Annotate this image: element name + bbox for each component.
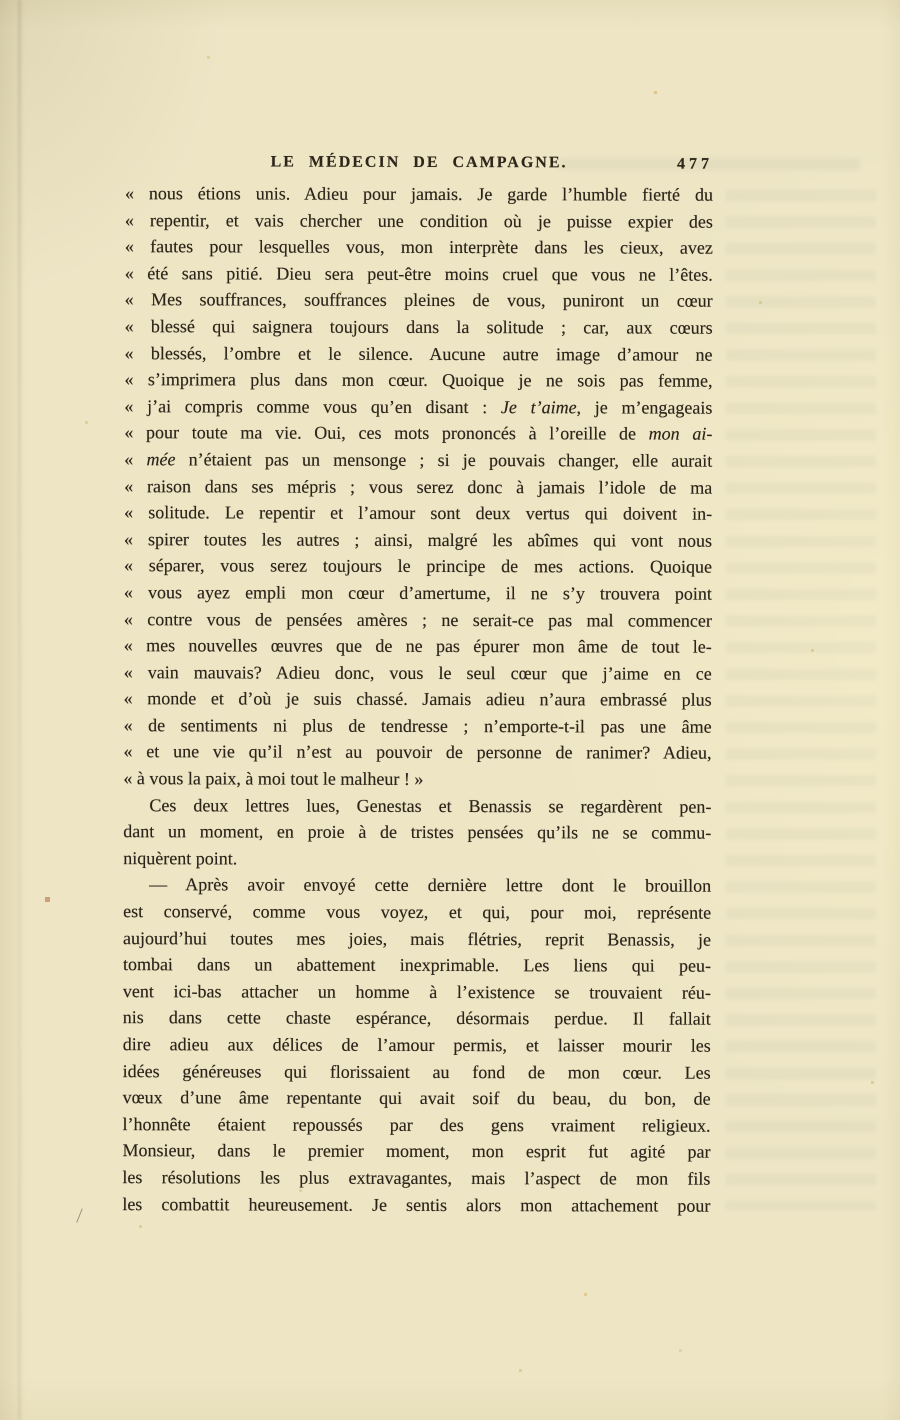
- text-line: dant un moment, en proie à de tristes pensées qu’ils ne se commu-: [123, 821, 712, 843]
- text-line: « contre vous de pensées amères ; ne serait-ce pas mal commencer: [123, 608, 712, 631]
- text-line: « de sentiments ni plus de tendresse ; n’emporte-t-il pas une âme: [123, 715, 712, 737]
- benassis-speech-paragraph: [122, 872, 711, 1219]
- text-line: vœux d’une âme repentante qui avait soif du beau, du bon, de: [122, 1087, 711, 1109]
- text-line: « séparer, vous serez toujours le principe de mes actions. Quoique: [123, 555, 713, 577]
- text-line: « été sans pitié. Dieu sera peut-être moins cruel que vous ne l’êtes.: [124, 262, 713, 285]
- text-line: « blessé qui saignera toujours dans la solitude ; car, aux cœurs: [124, 316, 713, 338]
- text-line: « fautes pour lesquelles vous, mon interprète dans les cieux, avez: [124, 236, 713, 258]
- text-line: « Mes souffrances, souffrances pleines de vous, puniront un cœur: [124, 289, 713, 312]
- text-line: les résolutions les plus extravagantes, mais l’aspect de mon fils: [122, 1167, 711, 1189]
- text-line: niquèrent point.: [123, 847, 238, 869]
- text-block: [122, 180, 713, 1219]
- text-line: « vous ayez empli mon cœur d’amertume, il ne s’y trouvera point: [123, 582, 712, 604]
- text-line: « monde et d’où je suis chassé. Jamais adieu n’aura embrassé plus: [123, 688, 712, 710]
- page-number: 477: [677, 155, 714, 173]
- text-line: « vain mauvais? Adieu donc, vous le seul cœur que j’aime en ce: [123, 661, 712, 684]
- text-line: vent ici-bas attacher un homme à l’existence se trouvaient réu-: [122, 980, 711, 1003]
- text-line: « nous étions unis. Adieu pour jamais. Je garde l’humble fierté du: [124, 183, 714, 205]
- text-line: « mes nouvelles œuvres que de ne pas épurer mon âme de tout le-: [123, 635, 712, 657]
- text-line: « mée n’étaient pas un mensonge ; si je pouvais changer, elle aurait: [124, 449, 713, 471]
- text-line: dire adieu aux délices de l’amour permis, et laisser mourir les: [122, 1034, 711, 1056]
- text-line: « j’ai compris comme vous qu’en disant : Je t’aime, je m’engageais: [124, 395, 713, 418]
- text-line: « blessés, l’ombre et le silence. Aucune autre image d’amour ne: [124, 342, 713, 365]
- text-line: « s’imprimera plus dans mon cœur. Quoique je ne sois pas femme,: [124, 369, 713, 391]
- running-title: LE MÉDECIN DE CAMPAGNE.: [270, 153, 568, 172]
- text-line: tombai dans un abattement inexprimable. Les liens qui peu-: [122, 954, 711, 976]
- text-line: « repentir, et vais chercher une condition où je puisse expier des: [124, 209, 713, 232]
- text-line: « spirer toutes les autres ; ainsi, malgré les abîmes qui vont nous: [124, 528, 713, 551]
- text-line: « solitude. Le repentir et l’amour sont deux vertus qui doivent in-: [124, 502, 713, 524]
- letter-excerpt: [123, 180, 713, 793]
- text-line: « à vous la paix, à moi tout le malheur ! »: [123, 768, 424, 789]
- text-line: Monsieur, dans le premier moment, mon esprit fut agité par: [122, 1140, 711, 1163]
- text-line: — Après avoir envoyé cette dernière lettre dont le brouillon: [149, 874, 712, 897]
- page-header: [125, 153, 713, 179]
- text-line: « raison dans ses mépris ; vous serez donc à jamais l’idole de ma: [124, 475, 713, 498]
- text-line: « et une vie qu’il n’est au pouvoir de personne de ranimer? Adieu,: [123, 741, 712, 764]
- text-line: idées généreuses qui florissaient au fond de mon cœur. Les: [122, 1060, 711, 1083]
- text-line: est conservé, comme vous voyez, et qui, pour moi, représente: [123, 901, 712, 923]
- narration-paragraph: [123, 792, 711, 873]
- text-line: nis dans cette chaste espérance, désormais perdue. Il fallait: [122, 1007, 711, 1030]
- text-line: « pour toute ma vie. Oui, ces mots prononcés à l’oreille de mon ai-: [124, 422, 713, 445]
- text-line: les combattit heureusement. Je sentis alors mon attachement pour: [122, 1193, 711, 1216]
- text-line: l’honnête étaient repoussés par des gens vraiment religieux.: [122, 1113, 711, 1136]
- text-line: aujourd’hui toutes mes joies, mais flétries, reprit Benassis, je: [123, 927, 712, 950]
- text-line: Ces deux lettres lues, Genestas et Benassis se regardèrent pen-: [149, 794, 712, 817]
